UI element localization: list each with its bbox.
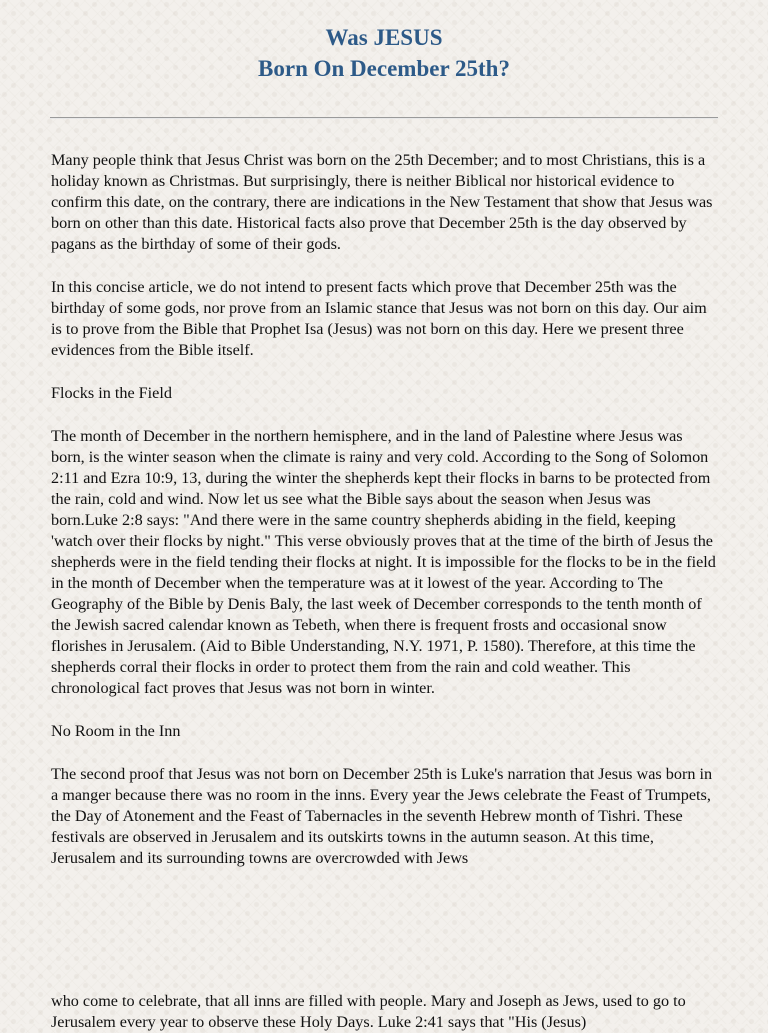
horizontal-rule xyxy=(50,117,718,119)
page-title xyxy=(0,22,768,84)
section-heading-inn: No Room in the Inn xyxy=(51,722,181,740)
article-continuation xyxy=(51,991,719,1033)
paragraph-inn-continued: who come to celebrate, that all inns are filled with people. Mary and Joseph as Jews, used to go to Jerusalem every year to observe these Holy Days. Luke 2:41 says that "His (Jesus) xyxy=(51,992,686,1031)
section-heading-flocks: Flocks in the Field xyxy=(51,384,172,402)
paragraph-aim: In this concise article, we do not intend to present facts which prove that December 25th was the birthday of some gods, nor prove from an Islamic stance that Jesus was not born on this day. Our aim is to prove from the Bible that Prophet Isa (Jesus) was not born on this day. Here we present three evidences from the Bible itself. xyxy=(51,278,707,359)
article-body xyxy=(51,150,719,891)
paragraph-inn: The second proof that Jesus was not born on December 25th is Luke's narration that Jesus was born in a manger because there was no room in the inns. Every year the Jews celebrate the Feast of Trumpets, the Day of Atonement and the Feast of Tabernacles in the seventh Hebrew month of Tishri. These festivals are observed in Jerusalem and its outskirts towns in the autumn season. At this time, Jerusalem and its surrounding towns are overcrowded with Jews xyxy=(51,765,713,867)
paragraph-intro: Many people think that Jesus Christ was born on the 25th December; and to most Christians, this is a holiday known as Christmas. But surprisingly, there is neither Biblical nor historical evidence to confirm this date, on the contrary, there are indications in the New Testament that show that Jesus was born on other than this date. Historical facts also prove that December 25th is the day observed by pagans as the birthday of some of their gods. xyxy=(51,151,713,253)
title-line-2: Born On December 25th? xyxy=(258,56,510,81)
title-line-1: Was JESUS xyxy=(325,25,443,50)
paragraph-flocks: The month of December in the northern hemisphere, and in the land of Palestine where Jesus was born, is the winter season when the climate is rainy and very cold. According to the Song of Solomon 2:11 and Ezra 10:9, 13, during the winter the shepherds kept their flocks in barns to be protected from the rain, cold and wind. Now let us see what the Bible says about the season when Jesus was born.Luke 2:8 says: "And there were in the same country shepherds abiding in the field, keeping 'watch over their flocks by night." This verse obviously proves that at the time of the birth of Jesus the shepherds were in the field tending their flocks at night. It is impossible for the flocks to be in the field in the month of December when the temperature was at it lowest of the year. According to The Geography of the Bible by Denis Baly, the last week of December corresponds to the tenth month of the Jewish sacred calendar known as Tebeth, when there is frequent frosts and occasional snow florishes in Jerusalem. (Aid to Bible Understanding, N.Y. 1971, P. 1580). Therefore, at this time the shepherds corral their flocks in order to protect them from the rain and cold weather. This chronological fact proves that Jesus was not born in winter. xyxy=(51,427,716,697)
